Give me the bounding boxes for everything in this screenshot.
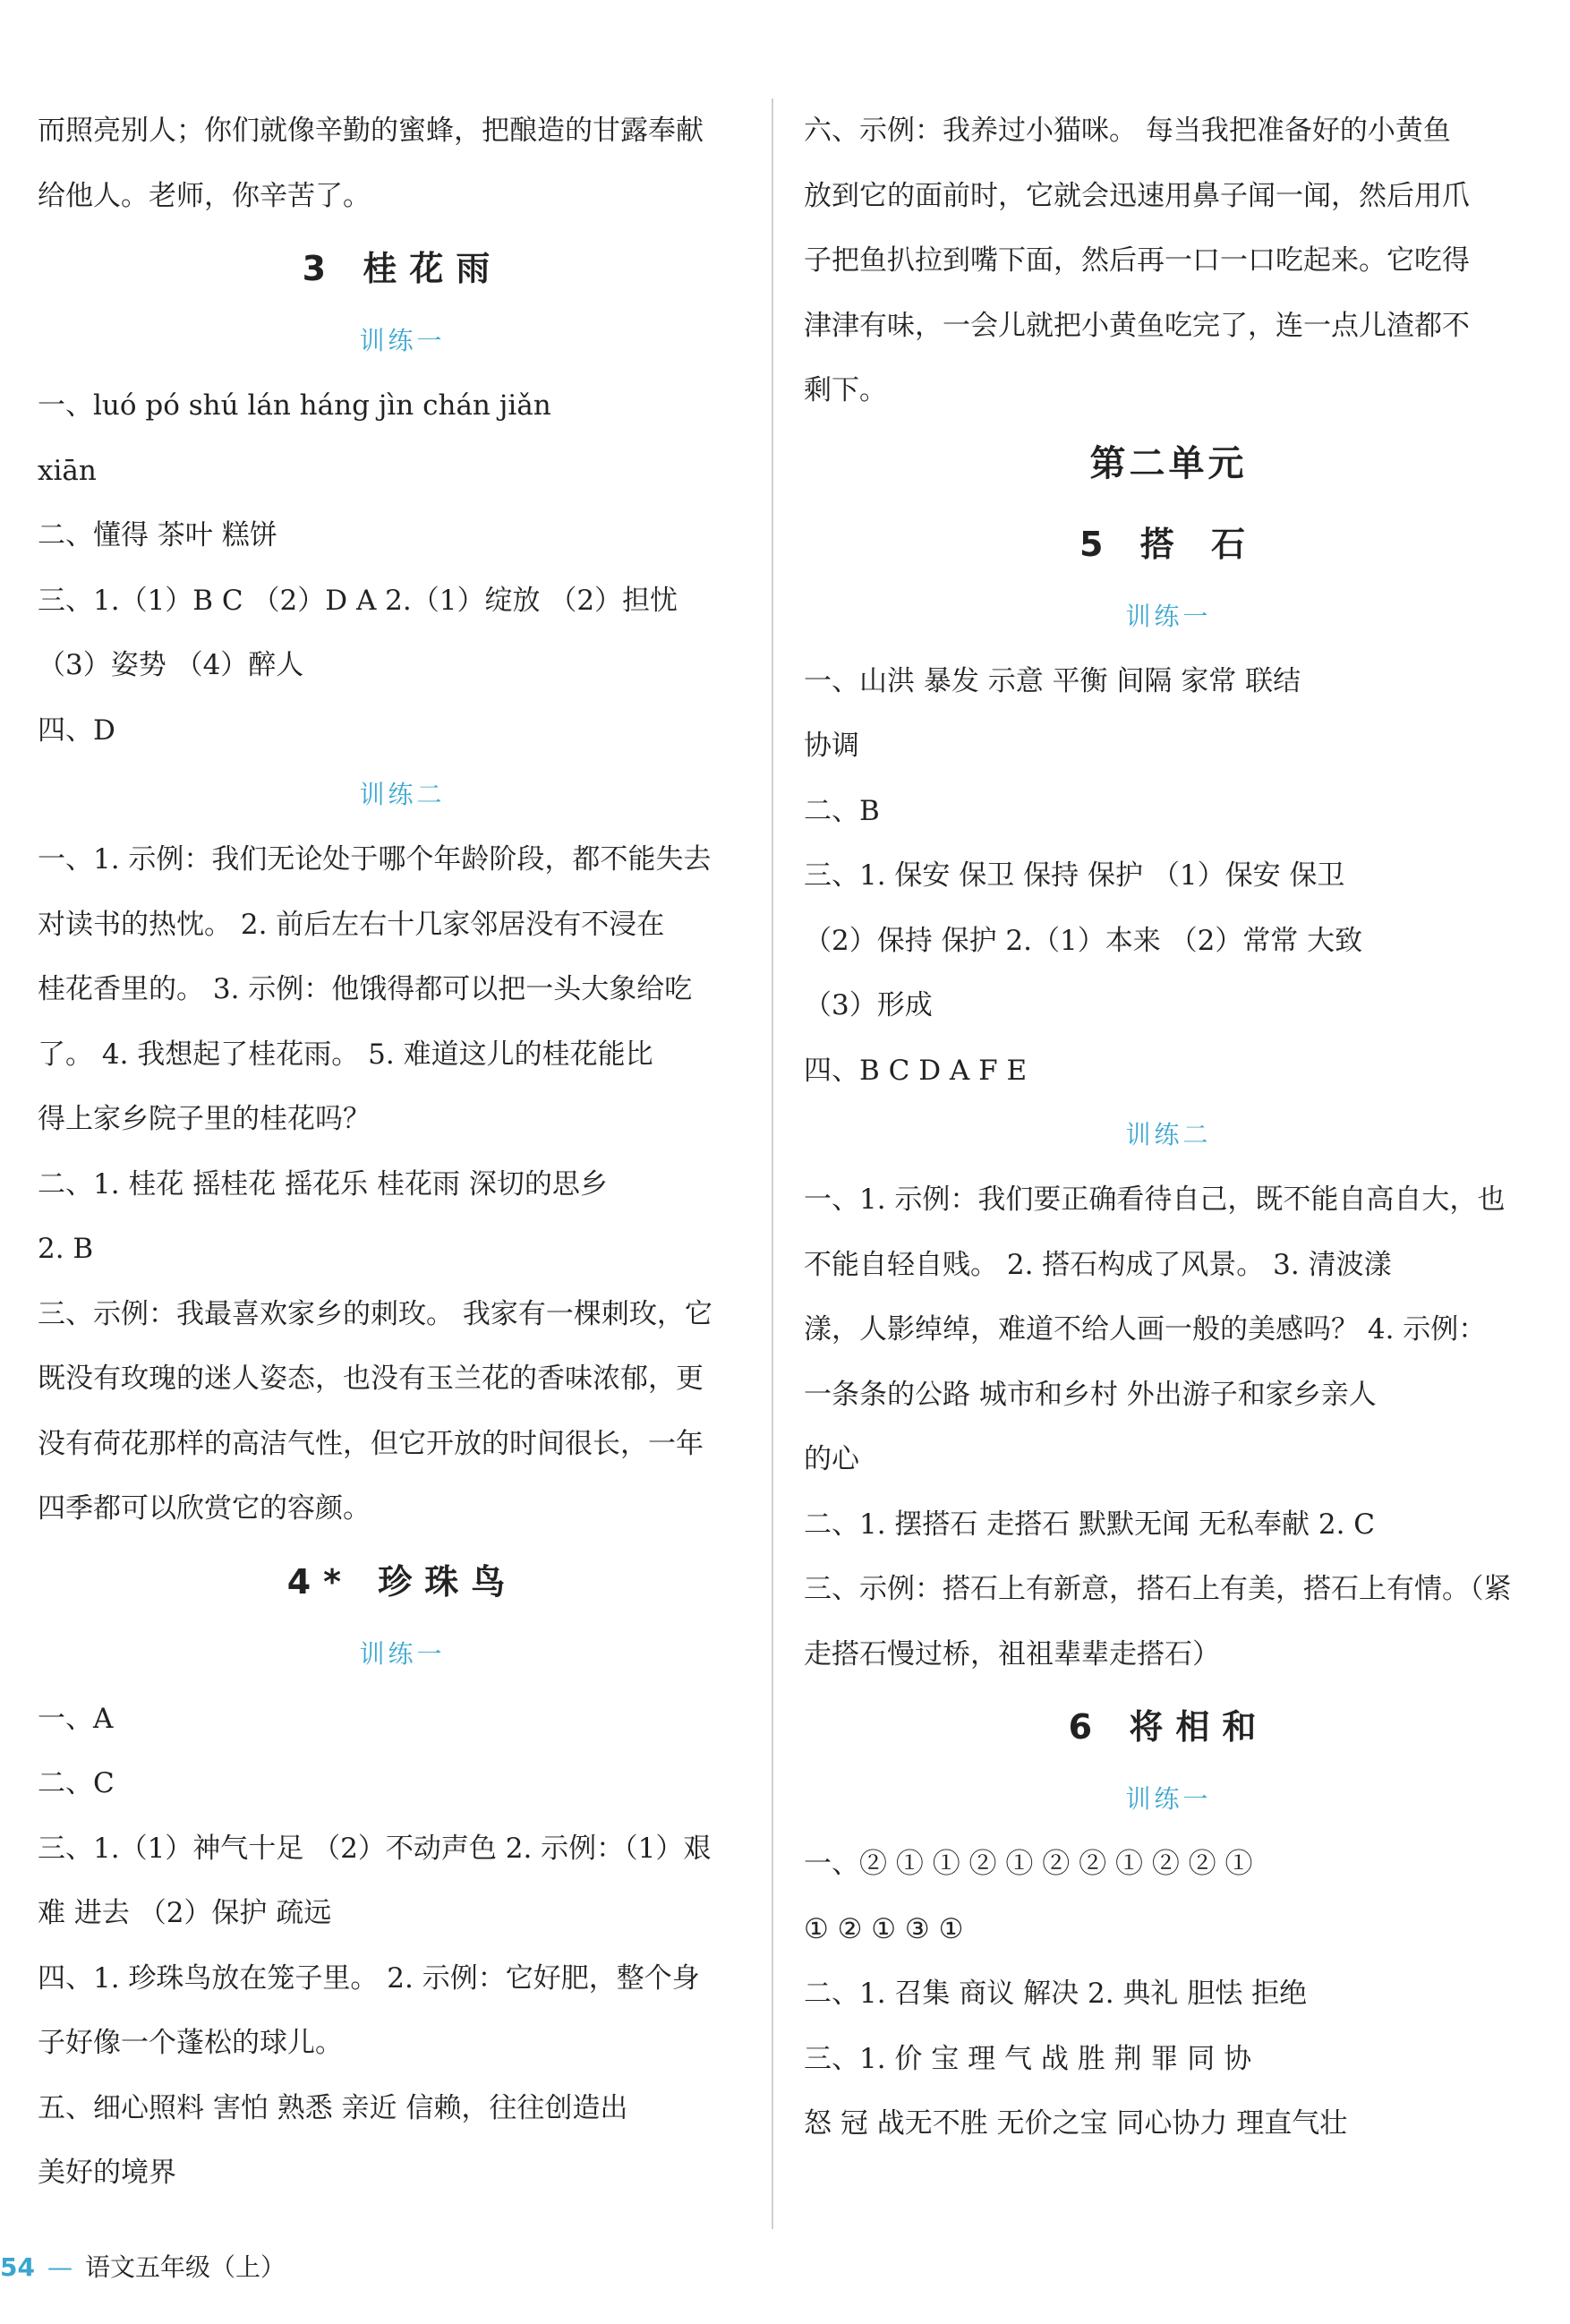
answer-line: 三、1. 保安 保卫 保持 保护 （1）保安 保卫 bbox=[804, 859, 1345, 892]
answer-line: 的心 bbox=[804, 1443, 859, 1475]
answer-line: 津津有味，一会儿就把小黄鱼吃完了，连一点儿渣都不 bbox=[804, 309, 1470, 342]
answer-line: 子好像一个蓬松的球儿。 bbox=[38, 2027, 343, 2059]
section-heading: 训练一 bbox=[1125, 601, 1212, 631]
answer-line: 难 进去 （2）保护 疏远 bbox=[38, 1897, 332, 1929]
section-heading: 训练二 bbox=[1125, 1120, 1212, 1149]
answer-line: （2）保持 保护 2.（1）本来 （2）常常 大致 bbox=[804, 924, 1363, 957]
answer-line: 二、懂得 茶叶 糕饼 bbox=[38, 519, 277, 551]
answer-line: 桂花香里的。 3. 示例：他饿得都可以把一头大象给吃 bbox=[38, 973, 693, 1005]
section-heading: 训练一 bbox=[1125, 1784, 1212, 1814]
page-footer bbox=[0, 2245, 286, 2290]
answer-line: 没有荷花那样的高洁气性，但它开放的时间很长，一年 bbox=[38, 1427, 704, 1460]
answer-line: （3）形成 bbox=[804, 989, 933, 1021]
answer-line: 协调 bbox=[804, 730, 859, 762]
answer-line: 不能自轻自贱。 2. 搭石构成了风景。 3. 清波漾 bbox=[804, 1248, 1392, 1281]
answer-line: 三、示例：搭石上有新意，搭石上有美，搭石上有情。（紧 bbox=[804, 1573, 1512, 1605]
answer-line: 得上家乡院子里的桂花吗？ bbox=[38, 1103, 371, 1135]
answer-line: 一、luó pó shú lán háng jìn chán jiǎn bbox=[38, 389, 551, 422]
answer-line: 一、A bbox=[38, 1702, 114, 1735]
answer-line: 三、1.（1）神气十足 （2）不动声色 2. 示例：（1）艰 bbox=[38, 1832, 712, 1865]
answer-line: ① ② ① ③ ① bbox=[804, 1912, 964, 1945]
answer-line: 二、1. 桂花 摇桂花 摇花乐 桂花雨 深切的思乡 bbox=[38, 1167, 608, 1200]
answer-line: 三、1.（1）B C （2）D A 2.（1）绽放 （2）担忧 bbox=[38, 584, 678, 617]
right-column bbox=[804, 98, 1533, 2157]
lesson-title: 3 桂花雨 bbox=[302, 249, 503, 288]
answer-line: 2. B bbox=[38, 1233, 94, 1265]
footer-dash: — bbox=[47, 2252, 73, 2282]
answer-line: 四、B C D A F E bbox=[804, 1054, 1028, 1087]
answer-line: 放到它的面前时，它就会迅速用鼻子闻一闻，然后用爪 bbox=[804, 179, 1470, 212]
answer-line: 二、B bbox=[804, 794, 880, 827]
answer-line: 子把鱼扒拉到嘴下面，然后再一口一口吃起来。它吃得 bbox=[804, 244, 1470, 277]
answer-line: 一、1. 示例：我们无论处于哪个年龄阶段，都不能失去 bbox=[38, 843, 712, 876]
footer-subject: 语文五年级（上） bbox=[84, 2252, 286, 2282]
answer-line: 怒 冠 战无不胜 无价之宝 同心协力 理直气壮 bbox=[804, 2107, 1348, 2140]
answer-line: 一条条的公路 城市和乡村 外出游子和家乡亲人 bbox=[804, 1378, 1377, 1411]
answer-line: 既没有玫瑰的迷人姿态，也没有玉兰花的香味浓郁，更 bbox=[38, 1363, 704, 1395]
page-number: 54 bbox=[0, 2252, 35, 2282]
answer-line: 一、1. 示例：我们要正确看待自己，既不能自高自大，也 bbox=[804, 1183, 1506, 1216]
answer-line: 对读书的热忱。 2. 前后左右十几家邻居没有不浸在 bbox=[38, 908, 665, 941]
answer-line: 而照亮别人；你们就像辛勤的蜜蜂，把酿造的甘露奉献 bbox=[38, 115, 704, 147]
answer-line: 三、1. 价 宝 理 气 战 胜 荆 罪 同 协 bbox=[804, 2042, 1252, 2075]
left-column bbox=[38, 98, 767, 2206]
answer-line: xiān bbox=[38, 454, 97, 487]
lesson-title: 5 搭 石 bbox=[1079, 524, 1258, 564]
answer-line: 四、1. 珍珠鸟放在笼子里。 2. 示例：它好肥，整个身 bbox=[38, 1961, 700, 1995]
answer-line: 一、② ① ① ② ① ② ② ① ② ② ① bbox=[804, 1848, 1253, 1880]
answer-line: （3）姿势 （4）醉人 bbox=[38, 649, 304, 681]
lesson-title: 4* 珍珠鸟 bbox=[286, 1561, 518, 1602]
answer-line: 二、C bbox=[38, 1767, 115, 1799]
answer-line: 了。 4. 我想起了桂花雨。 5. 难道这儿的桂花能比 bbox=[38, 1038, 653, 1071]
section-heading: 训练二 bbox=[359, 780, 446, 809]
answer-line: 剩下。 bbox=[804, 374, 887, 406]
answer-line: 二、1. 召集 商议 解决 2. 典礼 胆怯 拒绝 bbox=[804, 1978, 1308, 2010]
answer-line: 六、示例：我养过小猫咪。 每当我把准备好的小黄鱼 bbox=[804, 115, 1451, 147]
answer-line: 一、山洪 暴发 示意 平衡 间隔 家常 联结 bbox=[804, 664, 1301, 697]
section-heading: 训练一 bbox=[359, 1638, 446, 1669]
answer-line: 走搭石慢过桥，祖祖辈辈走搭石） bbox=[804, 1637, 1220, 1670]
answer-line: 美好的境界 bbox=[38, 2157, 176, 2189]
answer-line: 五、细心照料 害怕 熟悉 亲近 信赖，往往创造出 bbox=[38, 2091, 628, 2124]
lesson-title: 6 将相和 bbox=[1068, 1707, 1269, 1747]
section-heading: 训练一 bbox=[359, 326, 446, 355]
answer-line: 四季都可以欣赏它的容颜。 bbox=[38, 1492, 371, 1525]
answer-line: 四、D bbox=[38, 713, 115, 747]
answer-line: 三、示例：我最喜欢家乡的刺玫。 我家有一棵刺玫，它 bbox=[38, 1297, 712, 1330]
answer-line: 二、1. 摆搭石 走搭石 默默无闻 无私奉献 2. C bbox=[804, 1508, 1375, 1541]
column-divider bbox=[772, 98, 773, 2229]
unit-title: 第二单元 bbox=[1089, 442, 1248, 484]
answer-line: 给他人。老师，你辛苦了。 bbox=[38, 179, 371, 212]
answer-line: 漾，人影绰绰，难道不给人画一般的美感吗？ 4. 示例： bbox=[804, 1313, 1487, 1346]
